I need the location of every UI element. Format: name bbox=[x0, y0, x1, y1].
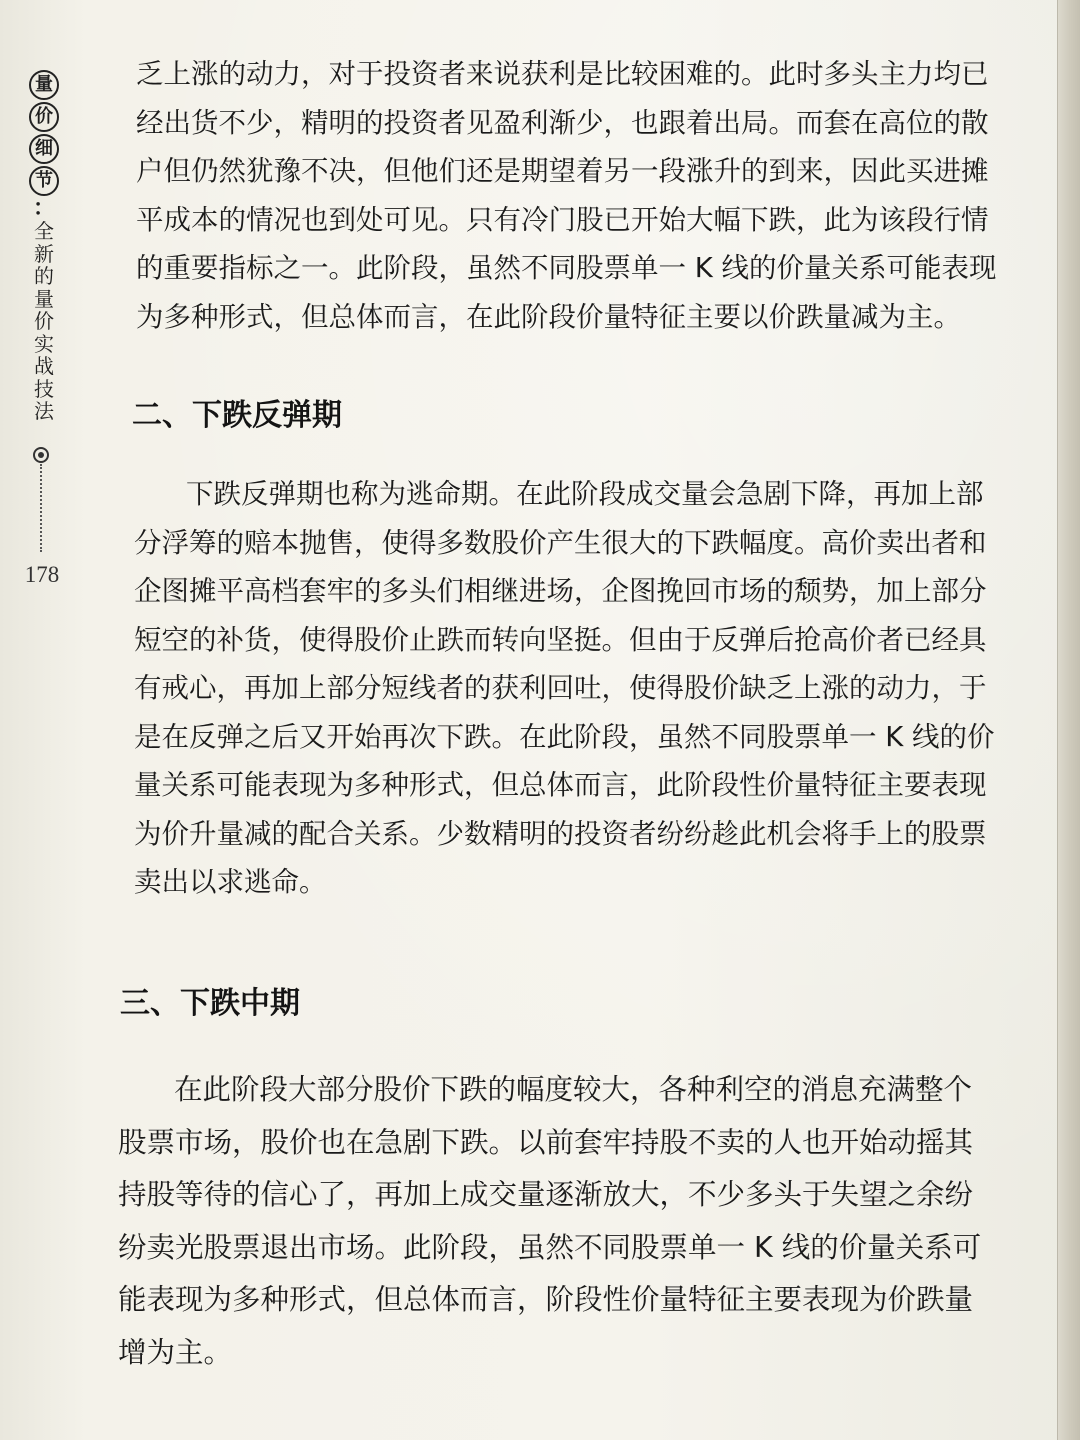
text-line: 户但仍然犹豫不决，但他们还是期望着另一段涨升的到来，因此买进摊 bbox=[136, 155, 989, 187]
text-line: 量关系可能表现为多种形式，但总体而言，此阶段性价量特征主要表现 bbox=[134, 769, 987, 801]
series-title-char: 细 bbox=[29, 134, 59, 164]
book-title-char: 新 bbox=[34, 241, 54, 266]
series-separator: ： bbox=[32, 196, 55, 221]
text-line: 分浮筹的赔本抛售，使得多数股价产生很大的下跌幅度。高价卖出者和 bbox=[134, 526, 987, 559]
series-title-char: 节 bbox=[29, 166, 59, 196]
series-title-char: 价 bbox=[29, 102, 59, 132]
book-title-char: 价 bbox=[34, 309, 54, 333]
text-line: 短空的补货，使得股价止跌而转向坚挺。但由于反弹后抢高价者已经具 bbox=[134, 623, 987, 656]
text-line: 经出货不少，精明的投资者见盈利渐少，也跟着出局。而套在高位的散 bbox=[136, 106, 989, 139]
text-line: 股票市场，股价也在急剧下跌。以前套牢持股不卖的人也开始动摇其 bbox=[118, 1125, 974, 1159]
text-line: 持股等待的信心了，再加上成交量逐渐放大，不少多头于失望之余纷 bbox=[118, 1178, 974, 1211]
book-title-char: 法 bbox=[34, 399, 54, 423]
text-line: 卖出以求逃命。 bbox=[134, 866, 327, 898]
text-line: 增为主。 bbox=[118, 1335, 233, 1369]
paragraph bbox=[118, 1064, 981, 1379]
text-line: 企图摊平高档套牢的多头们相继进场，企图挽回市场的颓势，加上部分 bbox=[134, 575, 987, 607]
book-title-char: 实 bbox=[34, 331, 54, 356]
paragraph bbox=[134, 470, 995, 907]
text-line: 平成本的情况也到处可见。只有冷门股已开始大幅下跌，此为该段行情 bbox=[136, 203, 989, 236]
book-title-char: 量 bbox=[34, 286, 54, 311]
series-title-char: 量 bbox=[29, 70, 59, 100]
ornament-dot bbox=[38, 452, 44, 458]
text-line: 在此阶段大部分股价下跌的幅度较大，各种利空的消息充满整个 bbox=[174, 1073, 973, 1106]
book-title-char: 战 bbox=[34, 354, 54, 378]
text-line: 有戒心，再加上部分短线者的获利回吐，使得股价缺乏上涨的动力，于 bbox=[134, 672, 987, 704]
paragraph-continued bbox=[136, 50, 997, 341]
section-heading: 二、下跌反弹期 bbox=[132, 398, 342, 433]
text-line: 是在反弹之后又开始再次下跌。在此阶段，虽然不同股票单一 K 线的价 bbox=[134, 720, 995, 753]
running-header bbox=[26, 70, 62, 423]
book-title-char: 的 bbox=[34, 264, 54, 288]
text-line: 为价升量减的配合关系。少数精明的投资者纷纷趁此机会将手上的股票 bbox=[134, 817, 987, 850]
page-edge bbox=[1057, 0, 1080, 1440]
page-number: 178 bbox=[24, 562, 60, 587]
ornament-icon bbox=[33, 447, 49, 463]
book-title-char: 技 bbox=[34, 376, 54, 401]
text-line: 能表现为多种形式，但总体而言，阶段性价量特征主要表现为价跌量 bbox=[118, 1283, 974, 1316]
text-line: 乏上涨的动力，对于投资者来说获利是比较困难的。此时多头主力均已 bbox=[136, 58, 989, 90]
text-line: 的重要指标之一。此阶段，虽然不同股票单一 K 线的价量关系可能表现 bbox=[136, 252, 997, 284]
text-line: 为多种形式，但总体而言，在此阶段价量特征主要以价跌量减为主。 bbox=[136, 300, 961, 333]
book-title-char: 全 bbox=[34, 219, 54, 243]
section-heading: 三、下跌中期 bbox=[120, 986, 300, 1021]
ornament-dotted-line bbox=[40, 464, 42, 552]
text-line: 下跌反弹期也称为逃命期。在此阶段成交量会急剧下降，再加上部 bbox=[186, 478, 984, 510]
text-line: 纷卖光股票退出市场。此阶段，虽然不同股票单一 K 线的价量关系可 bbox=[118, 1230, 982, 1264]
